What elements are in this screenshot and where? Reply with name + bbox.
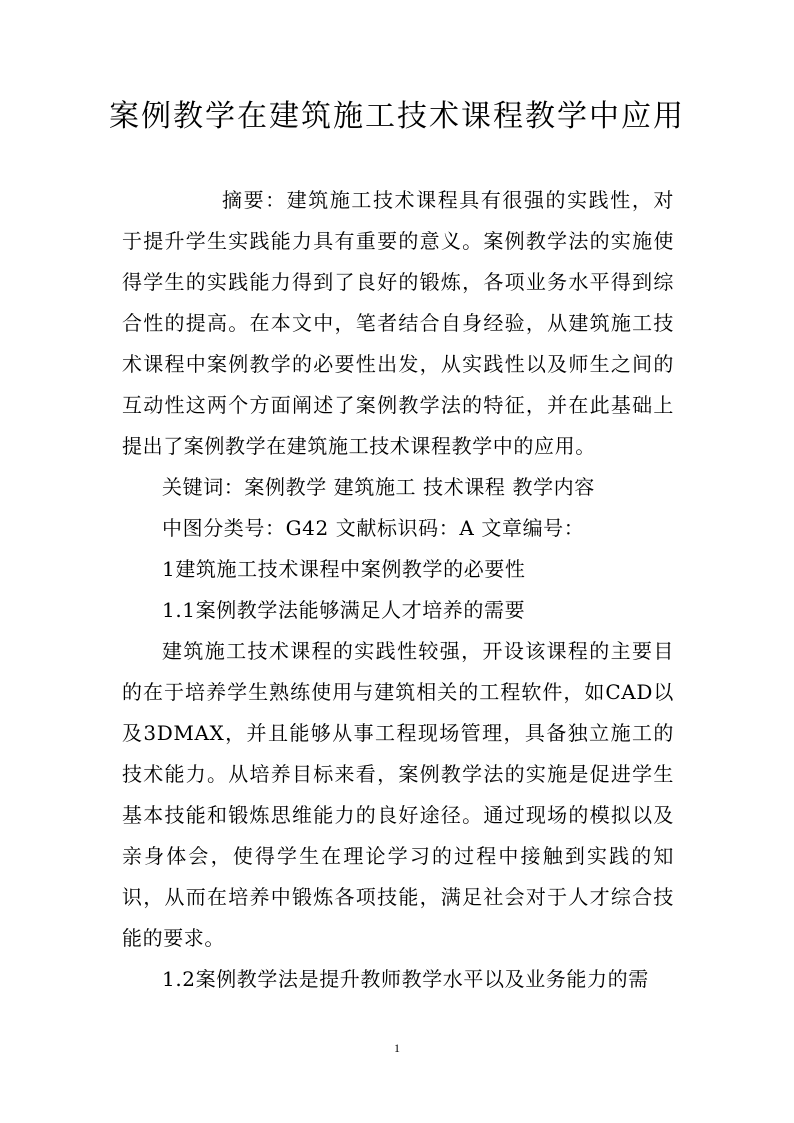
classification-line: 中图分类号：G42 文献标识码：A 文章编号： [162, 516, 585, 540]
subsection-heading-1-1: 1.1案例教学法能够满足人才培养的需要 [162, 598, 526, 622]
keywords-line: 关键词：案例教学 建筑施工 技术课程 教学内容 [162, 475, 595, 499]
page-number: 1 [394, 1041, 400, 1055]
abstract-paragraph: 摘要：建筑施工技术课程具有很强的实践性，对于提升学生实践能力具有重要的意义。案例教学法的实施使得学生的实践能力得到了良好的锻炼，各项业务水平得到综合性的提高。在本文中，笔者结合自身经验，从建筑施工技术课程中案例教学的必要性出发，从实践性以及师生之间的互动性这两个方面阐述了案例教学法的特征，并在此基础上提出了案例教学在建筑施工技术课程教学中的应用。 [122, 188, 674, 458]
document-body [122, 180, 674, 1000]
section-heading-1: 1建筑施工技术课程中案例教学的必要性 [162, 557, 526, 581]
page-title: 案例教学在建筑施工技术课程教学中应用 [109, 99, 685, 134]
body-paragraph: 建筑施工技术课程的实践性较强，开设该课程的主要目的在于培养学生熟练使用与建筑相关的工程软件，如CAD以及3DMAX，并且能够从事工程现场管理，具备独立施工的技术能力。从培养目标来看，案例教学法的实施是促进学生基本技能和锻炼思维能力的良好途径。通过现场的模拟以及亲身体会，使得学生在理论学习的过程中接触到实践的知识，从而在培养中锻炼各项技能，满足社会对于人才综合技能的要求。 [122, 639, 674, 950]
subsection-heading-1-2: 1.2案例教学法是提升教师教学水平以及业务能力的需 [162, 967, 649, 991]
